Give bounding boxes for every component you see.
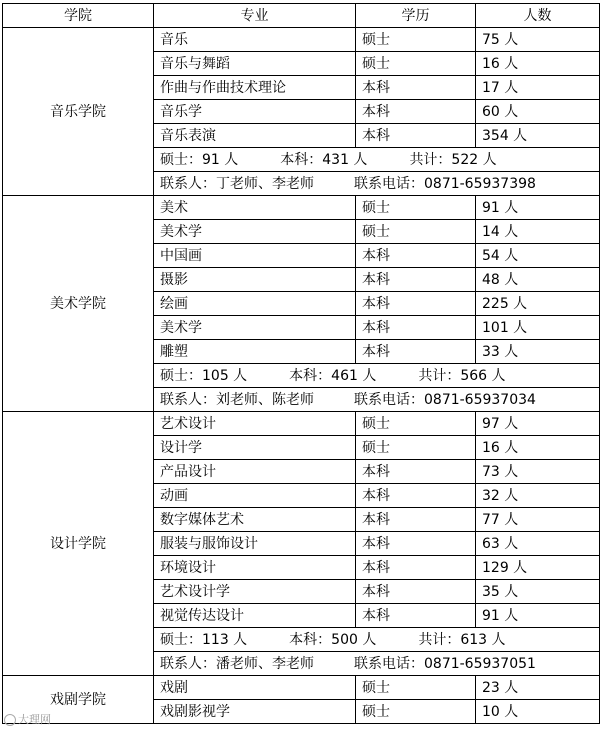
watermark-text: 大理网 bbox=[18, 713, 51, 726]
table-row bbox=[3, 412, 600, 436]
count-cell: 101 人 bbox=[476, 316, 600, 340]
enrollment-table bbox=[2, 3, 600, 724]
major-cell: 服装与服饰设计 bbox=[154, 532, 356, 556]
header-degree: 学历 bbox=[356, 4, 476, 28]
major-cell: 设计学 bbox=[154, 436, 356, 460]
degree-cell: 本科 bbox=[356, 532, 476, 556]
major-cell: 数字媒体艺术 bbox=[154, 508, 356, 532]
contact-phone: 联系电话：0871-65937051 bbox=[354, 655, 536, 672]
count-cell: 73 人 bbox=[476, 460, 600, 484]
count-cell: 16 人 bbox=[476, 52, 600, 76]
major-cell: 戏剧 bbox=[154, 676, 356, 700]
college-name: 音乐学院 bbox=[3, 28, 154, 196]
count-cell: 10 人 bbox=[476, 700, 600, 724]
contact-person: 联系人：刘老师、陈老师 bbox=[160, 391, 314, 408]
college-name: 设计学院 bbox=[3, 412, 154, 676]
major-cell: 音乐与舞蹈 bbox=[154, 52, 356, 76]
major-cell: 艺术设计学 bbox=[154, 580, 356, 604]
count-cell: 14 人 bbox=[476, 220, 600, 244]
degree-cell: 本科 bbox=[356, 484, 476, 508]
count-cell: 91 人 bbox=[476, 196, 600, 220]
degree-cell: 本科 bbox=[356, 556, 476, 580]
major-cell: 美术学 bbox=[154, 316, 356, 340]
count-cell: 32 人 bbox=[476, 484, 600, 508]
summary-total: 共计：613 人 bbox=[418, 631, 506, 648]
major-cell: 美术学 bbox=[154, 220, 356, 244]
summary-master: 硕士：105 人 bbox=[160, 367, 248, 384]
header-major: 专业 bbox=[154, 4, 356, 28]
logo-icon bbox=[4, 714, 16, 726]
degree-cell: 本科 bbox=[356, 460, 476, 484]
major-cell: 中国画 bbox=[154, 244, 356, 268]
degree-cell: 硕士 bbox=[356, 412, 476, 436]
major-cell: 视觉传达设计 bbox=[154, 604, 356, 628]
watermark bbox=[4, 711, 51, 727]
table-row bbox=[3, 676, 600, 700]
count-cell: 63 人 bbox=[476, 532, 600, 556]
summary-bachelor: 本科：461 人 bbox=[289, 367, 377, 384]
degree-cell: 本科 bbox=[356, 292, 476, 316]
contact-person: 联系人：丁老师、李老师 bbox=[160, 175, 314, 192]
count-cell: 91 人 bbox=[476, 604, 600, 628]
major-cell: 绘画 bbox=[154, 292, 356, 316]
count-cell: 35 人 bbox=[476, 580, 600, 604]
contact-cell bbox=[154, 172, 600, 196]
header-count: 人数 bbox=[476, 4, 600, 28]
count-cell: 33 人 bbox=[476, 340, 600, 364]
header-college: 学院 bbox=[3, 4, 154, 28]
summary-master: 硕士：91 人 bbox=[160, 151, 239, 168]
degree-cell: 硕士 bbox=[356, 676, 476, 700]
count-cell: 54 人 bbox=[476, 244, 600, 268]
contact-phone: 联系电话：0871-65937034 bbox=[354, 391, 536, 408]
major-cell: 产品设计 bbox=[154, 460, 356, 484]
summary-bachelor: 本科：431 人 bbox=[280, 151, 368, 168]
summary-bachelor: 本科：500 人 bbox=[289, 631, 377, 648]
degree-cell: 本科 bbox=[356, 124, 476, 148]
summary-master: 硕士：113 人 bbox=[160, 631, 248, 648]
degree-cell: 本科 bbox=[356, 100, 476, 124]
degree-cell: 本科 bbox=[356, 580, 476, 604]
table-row bbox=[3, 196, 600, 220]
major-cell: 作曲与作曲技术理论 bbox=[154, 76, 356, 100]
major-cell: 音乐 bbox=[154, 28, 356, 52]
count-cell: 17 人 bbox=[476, 76, 600, 100]
summary-cell bbox=[154, 364, 600, 388]
count-cell: 75 人 bbox=[476, 28, 600, 52]
contact-cell bbox=[154, 652, 600, 676]
count-cell: 225 人 bbox=[476, 292, 600, 316]
college-name: 美术学院 bbox=[3, 196, 154, 412]
major-cell: 摄影 bbox=[154, 268, 356, 292]
degree-cell: 硕士 bbox=[356, 52, 476, 76]
major-cell: 艺术设计 bbox=[154, 412, 356, 436]
major-cell: 音乐学 bbox=[154, 100, 356, 124]
degree-cell: 本科 bbox=[356, 340, 476, 364]
major-cell: 动画 bbox=[154, 484, 356, 508]
major-cell: 戏剧影视学 bbox=[154, 700, 356, 724]
degree-cell: 本科 bbox=[356, 604, 476, 628]
summary-cell bbox=[154, 148, 600, 172]
major-cell: 环境设计 bbox=[154, 556, 356, 580]
contact-phone: 联系电话：0871-65937398 bbox=[354, 175, 536, 192]
degree-cell: 硕士 bbox=[356, 700, 476, 724]
major-cell: 音乐表演 bbox=[154, 124, 356, 148]
summary-total: 共计：566 人 bbox=[418, 367, 506, 384]
degree-cell: 硕士 bbox=[356, 196, 476, 220]
college-name: 戏剧学院 bbox=[3, 676, 154, 724]
degree-cell: 本科 bbox=[356, 316, 476, 340]
count-cell: 97 人 bbox=[476, 412, 600, 436]
major-cell: 美术 bbox=[154, 196, 356, 220]
header-row bbox=[3, 4, 600, 28]
table-row bbox=[3, 28, 600, 52]
count-cell: 48 人 bbox=[476, 268, 600, 292]
table-body bbox=[3, 28, 600, 724]
degree-cell: 硕士 bbox=[356, 220, 476, 244]
count-cell: 16 人 bbox=[476, 436, 600, 460]
degree-cell: 本科 bbox=[356, 268, 476, 292]
count-cell: 23 人 bbox=[476, 676, 600, 700]
count-cell: 60 人 bbox=[476, 100, 600, 124]
degree-cell: 本科 bbox=[356, 76, 476, 100]
degree-cell: 硕士 bbox=[356, 436, 476, 460]
summary-cell bbox=[154, 628, 600, 652]
degree-cell: 硕士 bbox=[356, 28, 476, 52]
count-cell: 129 人 bbox=[476, 556, 600, 580]
degree-cell: 本科 bbox=[356, 244, 476, 268]
contact-person: 联系人：潘老师、李老师 bbox=[160, 655, 314, 672]
count-cell: 77 人 bbox=[476, 508, 600, 532]
summary-total: 共计：522 人 bbox=[409, 151, 497, 168]
degree-cell: 本科 bbox=[356, 508, 476, 532]
major-cell: 雕塑 bbox=[154, 340, 356, 364]
count-cell: 354 人 bbox=[476, 124, 600, 148]
contact-cell bbox=[154, 388, 600, 412]
